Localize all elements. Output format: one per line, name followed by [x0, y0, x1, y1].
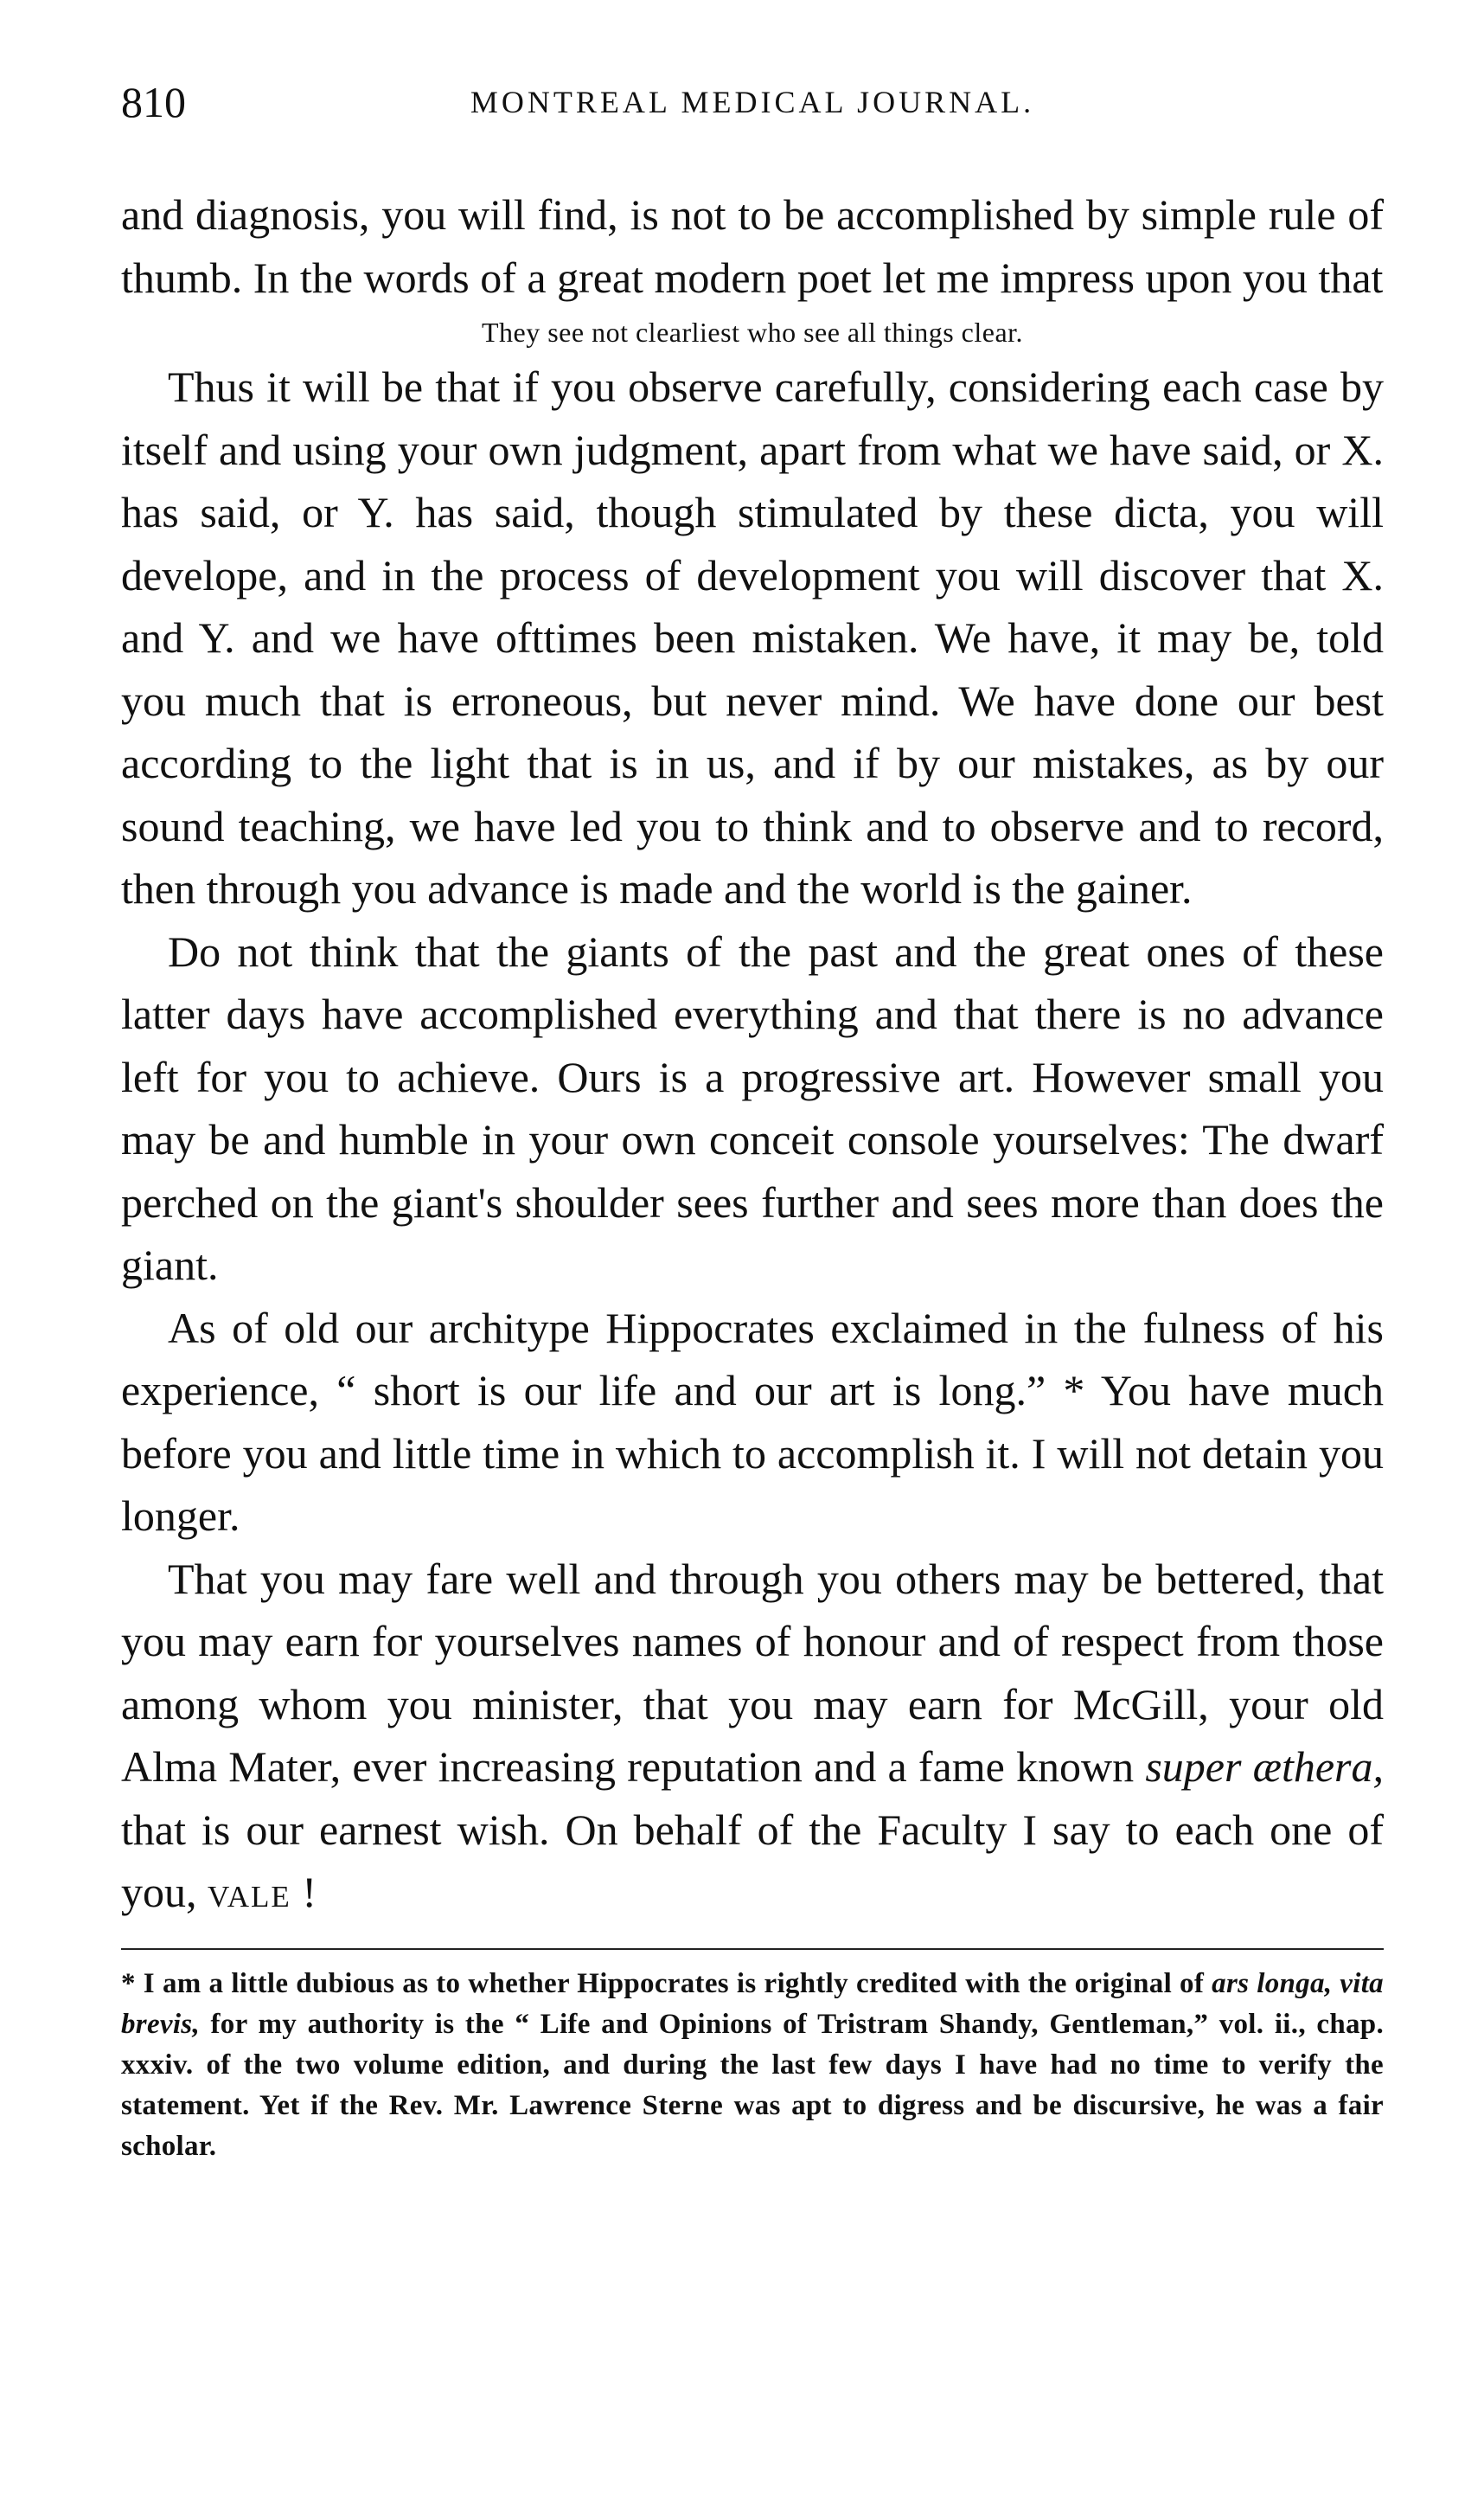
- vale-word: vale: [208, 1868, 291, 1916]
- paragraph-2: Thus it will be that if you observe carefully, considering each case by itself and using your own judgment, apart from what we have said, or X. has said, or Y. has said, though stimulated by these dicta, you will develope, and in the process of development you will discover that X. and Y. and we have ofttimes been mistaken. We have, it may be, told you much that is erroneous, but never mind. We have done our best according to the light that is in us, and if by our mistakes, as by our sound teaching, we have led you to think and to observe and to record, then through you advance is made and the world is the gainer.: [121, 362, 1384, 913]
- paragraph-5-end: !: [291, 1868, 317, 1916]
- footnote-text-cont: for my authority is the “ Life and Opinions of Tristram Shandy, Gentleman,” vol. ii., chap. xxxiv. of the two volume edition, and during the last few days I have had no time to verify the statement. Yet if the Rev. Mr. Lawrence Sterne was apt to digress and be discursive, he was a fair scholar.: [121, 2008, 1384, 2162]
- running-head: [121, 67, 1384, 137]
- journal-page: [121, 67, 1384, 2167]
- poetry-quote: They see not clearliest who see all things clear.: [481, 317, 1024, 348]
- paragraph-5-text: That you may fare well and through you others may be bettered, that you may earn for yourselves names of honour and of respect from those among whom you minister, that you may earn for McGill, your old Alma Mater, ever increasing reputation and a fame known: [121, 1554, 1384, 1791]
- footnote-divider: [121, 1948, 1384, 1950]
- paragraph-5-text-cont: that is our earnest wish. On behalf of the Faculty I say to each one of you,: [121, 1805, 1384, 1916]
- paragraph-4: As of old our architype Hippocrates exclaimed in the fulness of his experience, “ short is our life and our art is long.” * You have much before you and little time in which to accomplish it. I will not detain you longer.: [121, 1303, 1384, 1540]
- page-number: 810: [121, 78, 186, 126]
- footnote-text: * I am a little dubious as to whether Hippocrates is rightly credited with the original of: [121, 1967, 1212, 1999]
- footnote: [121, 1964, 1384, 2167]
- footnote-latin: ars longa, vita brevis,: [121, 1967, 1384, 2040]
- latin-phrase: super æthera,: [1145, 1742, 1385, 1791]
- paragraph-5: [121, 1548, 1384, 1924]
- article-body: [121, 183, 1384, 1924]
- journal-title: MONTREAL MEDICAL JOURNAL.: [470, 85, 1035, 119]
- paragraph-1: and diagnosis, you will find, is not to be accomplished by simple rule of thumb. In the words of a great modern poet let me impress upon you that: [121, 190, 1384, 302]
- paragraph-3: Do not think that the giants of the past and the great ones of these latter days have accomplished everything and that there is no advance left for you to achieve. Ours is a progressive art. However small you may be and humble in your own conceit console yourselves: The dwarf perched on the giant's shoulder sees further and sees more than does the giant.: [121, 927, 1384, 1289]
